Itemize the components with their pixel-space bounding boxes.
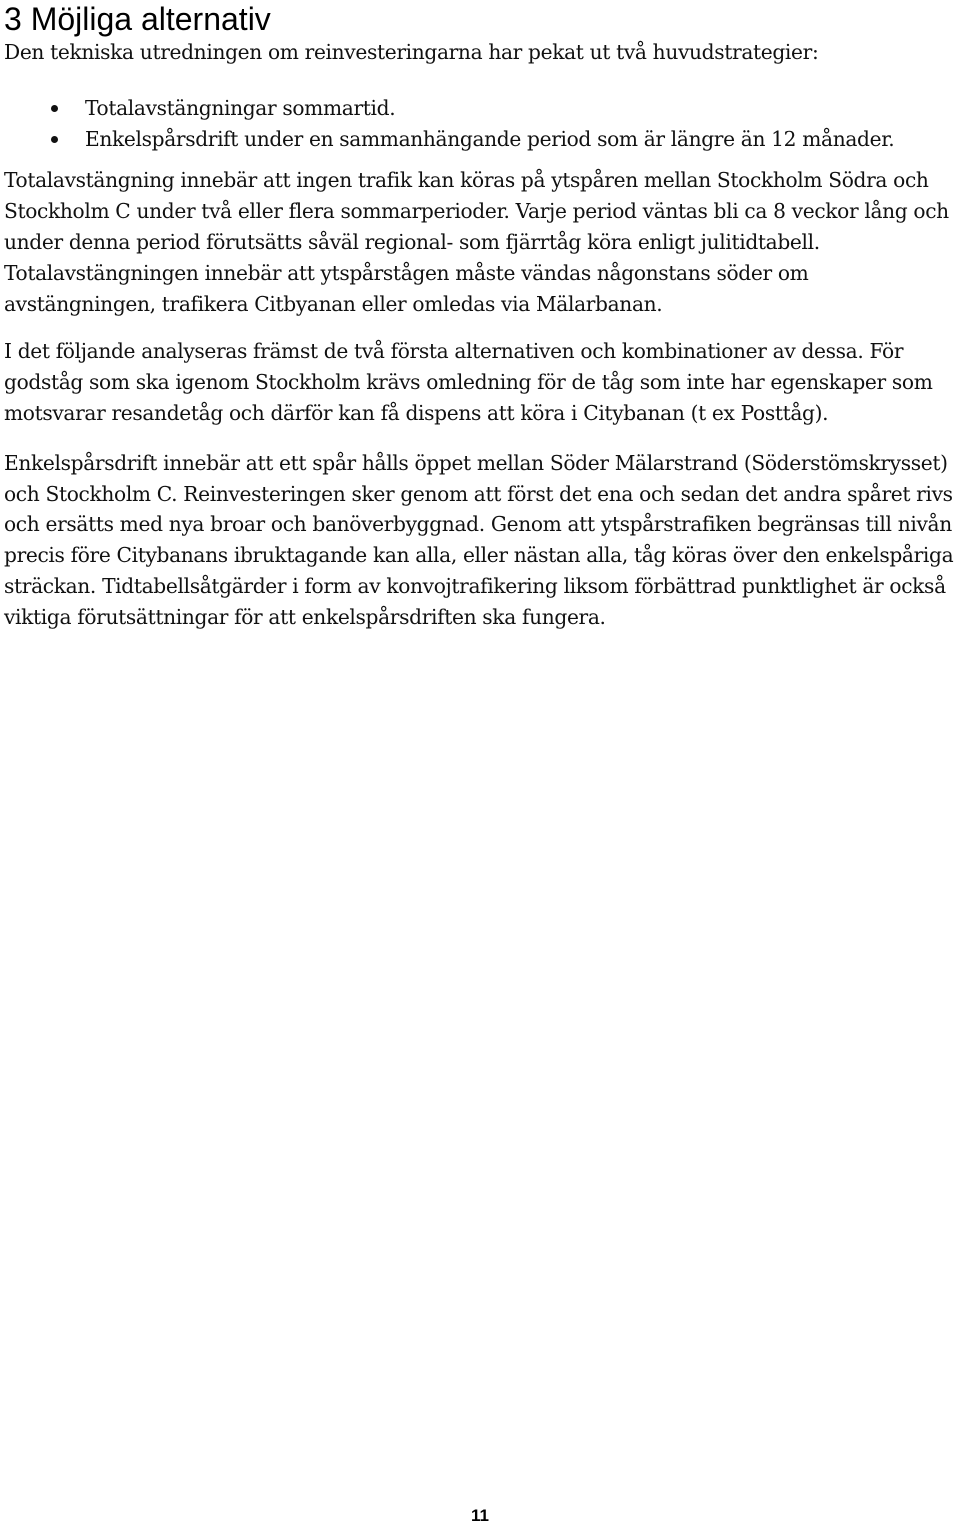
paragraph-total-closure: Totalavstängning innebär att ingen trafik kan köras på ytspåren mellan Stockholm Södra och Stockholm C under två eller flera sommarperioder. Varje period väntas bli ca 8 veckor lång och under denna period förutsätts såväl regional- som fjärrtåg köra enligt julitidtabell. Totalavstängningen innebär att ytspårstågen måste vändas någonstans söder om avstängningen, trafikera Citbyanan eller omledas via Mälarbanan. (4, 168, 949, 316)
paragraph-analysis: I det följande analyseras främst de två första alternativen och kombinationer av dessa. För godståg som ska igenom Stockholm krävs omledning för de tåg som inte har egenskaper som motsvarar resandetåg och därför kan få dispens att köra i Citybanan (t ex Posttåg). (4, 339, 933, 425)
strategy-list (4, 93, 958, 155)
list-item (4, 93, 958, 124)
list-item (4, 124, 958, 155)
bullet-icon (51, 136, 58, 143)
bullet-icon (51, 105, 58, 112)
list-item-text: Enkelspårsdrift under en sammanhängande period som är längre än 12 månader. (85, 126, 895, 151)
intro-text: Den tekniska utredningen om reinvesteringarna har pekat ut två huvudstrategier: (4, 40, 819, 64)
list-item-text: Totalavstängningar sommartid. (85, 95, 396, 120)
page-number: 11 (471, 1506, 489, 1525)
section-heading: 3 Möjliga alternativ (4, 1, 271, 37)
paragraph-single-track: Enkelspårsdrift innebär att ett spår hålls öppet mellan Söder Mälarstrand (Söderstömskrysset) och Stockholm C. Reinvesteringen sker genom att först det ena och sedan det andra spåret rivs och ersätts med nya broar och banöverbyggnad. Genom att ytspårstrafiken begränsas till nivån precis före Citybanans ibruktagande kan alla, eller nästan alla, tåg köras över den enkelspåriga sträckan. Tidtabellsåtgärder i form av konvojtrafikering liksom förbättrad punktlighet är också viktiga förutsättningar för att enkelspårsdriften ska fungera. (4, 450, 954, 629)
document-page (4, 0, 958, 633)
